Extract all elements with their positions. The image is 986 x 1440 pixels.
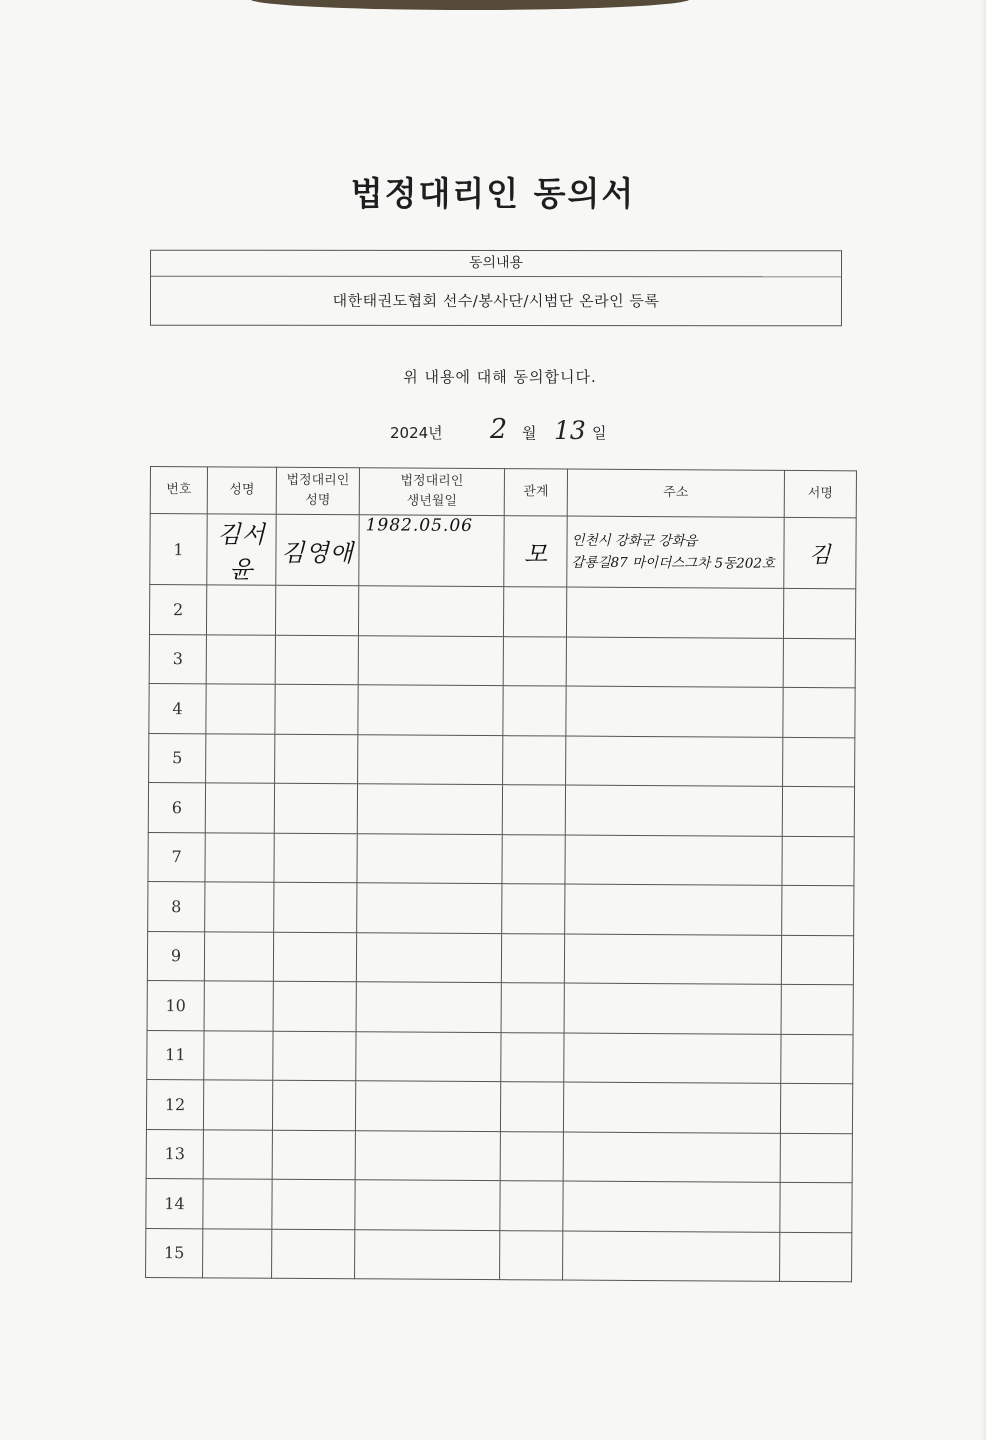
cell-address bbox=[565, 884, 782, 935]
cell-guardian-birth bbox=[355, 1081, 500, 1131]
cell-address bbox=[566, 686, 783, 737]
cell-number: 8 bbox=[148, 881, 205, 931]
cell-name bbox=[204, 981, 273, 1031]
cell-guardian-birth bbox=[358, 685, 503, 735]
table-row bbox=[146, 1228, 852, 1282]
date-year: 2024년 bbox=[390, 424, 443, 442]
cell-guardian-birth bbox=[357, 883, 502, 933]
cell-relation bbox=[502, 884, 565, 934]
cell-relation bbox=[502, 834, 565, 884]
cell-address bbox=[564, 1033, 781, 1084]
table-row bbox=[149, 683, 855, 737]
cell-guardian-name bbox=[275, 585, 358, 635]
cell-signature bbox=[781, 1034, 853, 1084]
cell-guardian-name bbox=[273, 1031, 356, 1081]
date-month-handwritten: 2 bbox=[490, 414, 508, 445]
cell-number: 10 bbox=[147, 980, 204, 1030]
table-row bbox=[148, 881, 854, 935]
col-guardian-birth-header: 법정대리인 생년월일 bbox=[359, 468, 504, 516]
table-row bbox=[146, 1129, 852, 1183]
cell-guardian-name bbox=[274, 882, 357, 932]
col-signature-header: 서명 bbox=[784, 470, 856, 517]
cell-signature bbox=[782, 836, 854, 886]
cell-relation bbox=[500, 1181, 563, 1231]
cell-guardian-name bbox=[272, 1179, 355, 1229]
cell-signature bbox=[780, 1232, 852, 1282]
cell-signature bbox=[783, 638, 855, 688]
cell-guardian-birth bbox=[355, 1229, 500, 1279]
table-row bbox=[149, 585, 855, 639]
cell-signature bbox=[782, 885, 854, 935]
cell-name bbox=[206, 733, 275, 783]
cell-signature bbox=[781, 935, 853, 985]
cell-name bbox=[205, 832, 274, 882]
cell-signature bbox=[783, 687, 855, 737]
document-title: 법정대리인 동의서 bbox=[350, 174, 636, 213]
table-row bbox=[148, 832, 854, 886]
cell-name bbox=[204, 1030, 273, 1080]
cell-guardian-birth bbox=[356, 932, 501, 982]
address-line-2: 갑룡길87 마이더스그차 5동202호 bbox=[571, 554, 776, 572]
cell-signature bbox=[783, 588, 855, 638]
cell-address bbox=[563, 1082, 780, 1133]
cell-name bbox=[203, 1228, 272, 1278]
table-row bbox=[146, 1178, 852, 1232]
cell-address bbox=[563, 1132, 780, 1183]
cell-number: 13 bbox=[146, 1129, 203, 1179]
cell-guardian-birth bbox=[357, 833, 502, 883]
cell-guardian-birth bbox=[358, 586, 503, 636]
col-name-header: 성명 bbox=[207, 467, 276, 514]
cell-name bbox=[205, 783, 274, 833]
cell-number: 3 bbox=[149, 634, 206, 684]
cell-signature bbox=[781, 984, 853, 1034]
col-relation-header: 관계 bbox=[504, 469, 567, 516]
cell-guardian-birth bbox=[355, 1130, 500, 1180]
date-line bbox=[390, 412, 690, 452]
cell-guardian-name bbox=[273, 981, 356, 1031]
cell-name bbox=[206, 684, 275, 734]
cell-guardian-birth: 1982.05.06 bbox=[359, 515, 504, 587]
cell-signature bbox=[783, 737, 855, 787]
cell-address bbox=[566, 736, 783, 787]
cell-name bbox=[203, 1080, 272, 1130]
cell-guardian-birth bbox=[355, 1180, 500, 1230]
cell-address bbox=[565, 785, 782, 836]
cell-relation bbox=[503, 686, 566, 736]
table-row bbox=[147, 980, 853, 1034]
cell-relation bbox=[503, 636, 566, 686]
cell-guardian-name bbox=[272, 1080, 355, 1130]
cell-number: 9 bbox=[147, 931, 204, 981]
table-row bbox=[148, 782, 854, 836]
address-line-1: 인천시 강화군 강화읍 bbox=[571, 532, 698, 550]
cell-address bbox=[564, 983, 781, 1034]
cell-name bbox=[204, 931, 273, 981]
date-month-label: 월 bbox=[522, 424, 537, 442]
date-day-label: 일 bbox=[592, 424, 607, 442]
cell-number: 12 bbox=[146, 1079, 203, 1129]
cell-number: 11 bbox=[147, 1030, 204, 1080]
cell-guardian-name bbox=[275, 684, 358, 734]
cell-guardian-name bbox=[272, 1229, 355, 1279]
cell-relation bbox=[503, 587, 566, 637]
cell-signature bbox=[780, 1182, 852, 1232]
cell-address bbox=[563, 1181, 780, 1232]
table-row bbox=[149, 733, 855, 787]
cell-number: 7 bbox=[148, 832, 205, 882]
consent-box bbox=[150, 250, 842, 327]
cell-address bbox=[566, 637, 783, 688]
date-day-handwritten: 13 bbox=[554, 416, 586, 445]
cell-relation bbox=[501, 933, 564, 983]
agree-statement: 위 내용에 대해 동의합니다. bbox=[403, 368, 597, 386]
cell-relation bbox=[503, 735, 566, 785]
table-row bbox=[149, 634, 855, 688]
cell-number: 15 bbox=[146, 1228, 203, 1278]
cell-guardian-name bbox=[273, 932, 356, 982]
table-row bbox=[146, 1079, 852, 1133]
cell-guardian-name bbox=[275, 635, 358, 685]
cell-relation bbox=[501, 983, 564, 1033]
cell-guardian-birth bbox=[356, 1031, 501, 1081]
registration-table bbox=[145, 466, 856, 1265]
cell-signature bbox=[780, 1083, 852, 1133]
cell-number: 14 bbox=[146, 1178, 203, 1228]
page-edge bbox=[980, 0, 986, 1440]
cell-guardian-name bbox=[272, 1130, 355, 1180]
table-row bbox=[150, 514, 856, 589]
consent-header: 동의내용 bbox=[151, 251, 841, 278]
cell-name bbox=[203, 1179, 272, 1229]
col-guardian-name-header: 법정대리인 성명 bbox=[276, 467, 359, 515]
cell-number: 2 bbox=[149, 585, 206, 635]
cell-address bbox=[565, 835, 782, 886]
cell-relation bbox=[501, 1032, 564, 1082]
cell-signature: 김 bbox=[784, 517, 856, 588]
consent-content: 대한태권도협회 선수/봉사단/시범단 온라인 등록 bbox=[332, 291, 660, 311]
cell-address bbox=[567, 516, 784, 588]
cell-name bbox=[206, 634, 275, 684]
cell-name: 김서윤 bbox=[207, 514, 276, 585]
col-number-header: 번호 bbox=[150, 467, 207, 514]
cell-relation bbox=[500, 1131, 563, 1181]
cell-number: 6 bbox=[148, 782, 205, 832]
cell-address bbox=[563, 1231, 780, 1282]
cell-guardian-birth bbox=[357, 784, 502, 834]
cell-relation bbox=[500, 1082, 563, 1132]
cell-signature bbox=[780, 1133, 852, 1183]
cell-relation: 모 bbox=[504, 516, 567, 587]
cell-number: 5 bbox=[149, 733, 206, 783]
cell-address bbox=[566, 587, 783, 638]
cell-guardian-name bbox=[274, 783, 357, 833]
cell-name bbox=[206, 585, 275, 635]
cell-relation bbox=[500, 1230, 563, 1280]
cell-number: 4 bbox=[149, 683, 206, 733]
table-row bbox=[147, 1030, 853, 1084]
cell-guardian-name: 김영애 bbox=[276, 514, 359, 586]
cell-relation bbox=[502, 785, 565, 835]
cell-number: 1 bbox=[150, 514, 207, 585]
cell-guardian-birth bbox=[358, 635, 503, 685]
cell-guardian-name bbox=[274, 833, 357, 883]
cell-signature bbox=[782, 786, 854, 836]
cell-guardian-birth bbox=[358, 734, 503, 784]
cell-address bbox=[564, 934, 781, 985]
cell-name bbox=[205, 882, 274, 932]
col-address-header: 주소 bbox=[567, 469, 784, 517]
cell-guardian-name bbox=[275, 734, 358, 784]
cell-guardian-birth bbox=[356, 982, 501, 1032]
scan-shadow bbox=[250, 0, 690, 10]
table-row bbox=[147, 931, 853, 985]
cell-name bbox=[203, 1129, 272, 1179]
